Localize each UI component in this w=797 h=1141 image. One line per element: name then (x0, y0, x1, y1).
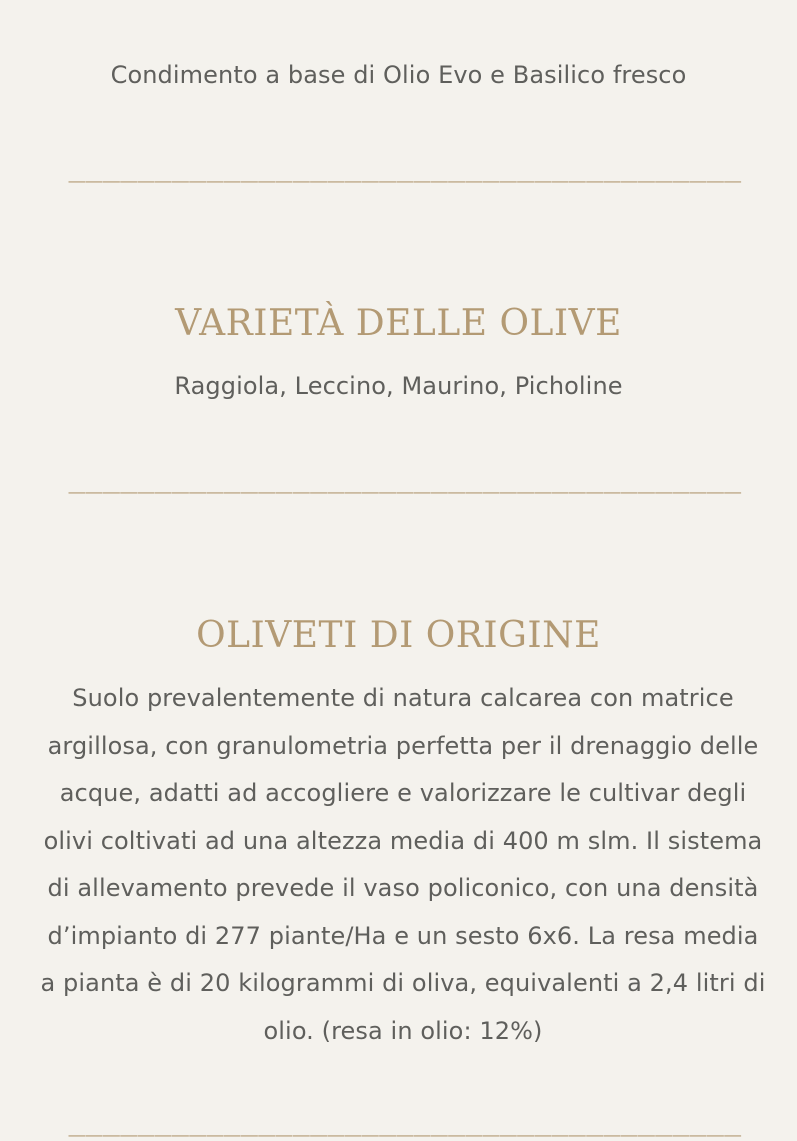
intro-text: Condimento a base di Olio Evo e Basilico fresco (110, 61, 687, 89)
section-divider-3: _______________________________________ (68, 1104, 742, 1137)
section-divider-1: _______________________________________ (68, 150, 742, 183)
groves-text: Suolo prevalentemente di natura calcarea con matrice argillosa, con granulometria perfetta per il drenaggio delle acque, adatti ad accogliere e valorizzare le cultivar degli olivi coltivati ad una altezza media di 400 m slm. Il sistema di allevamento prevede il vaso policonico, con una densità d’impianto di 277 piante/Ha e un sesto 6x6. La resa media a pianta è di 20 kilogrammi di oliva, equivalenti a 2,4 litri di olio. (resa in olio: 12%) (40, 684, 766, 1045)
section-divider-2: _______________________________________ (68, 461, 742, 494)
varieties-heading: VARIETÀ DELLE OLIVE (175, 303, 622, 344)
varieties-text: Raggiola, Leccino, Maurino, Picholine (174, 372, 623, 400)
groves-heading: OLIVETI DI ORIGINE (196, 615, 601, 656)
